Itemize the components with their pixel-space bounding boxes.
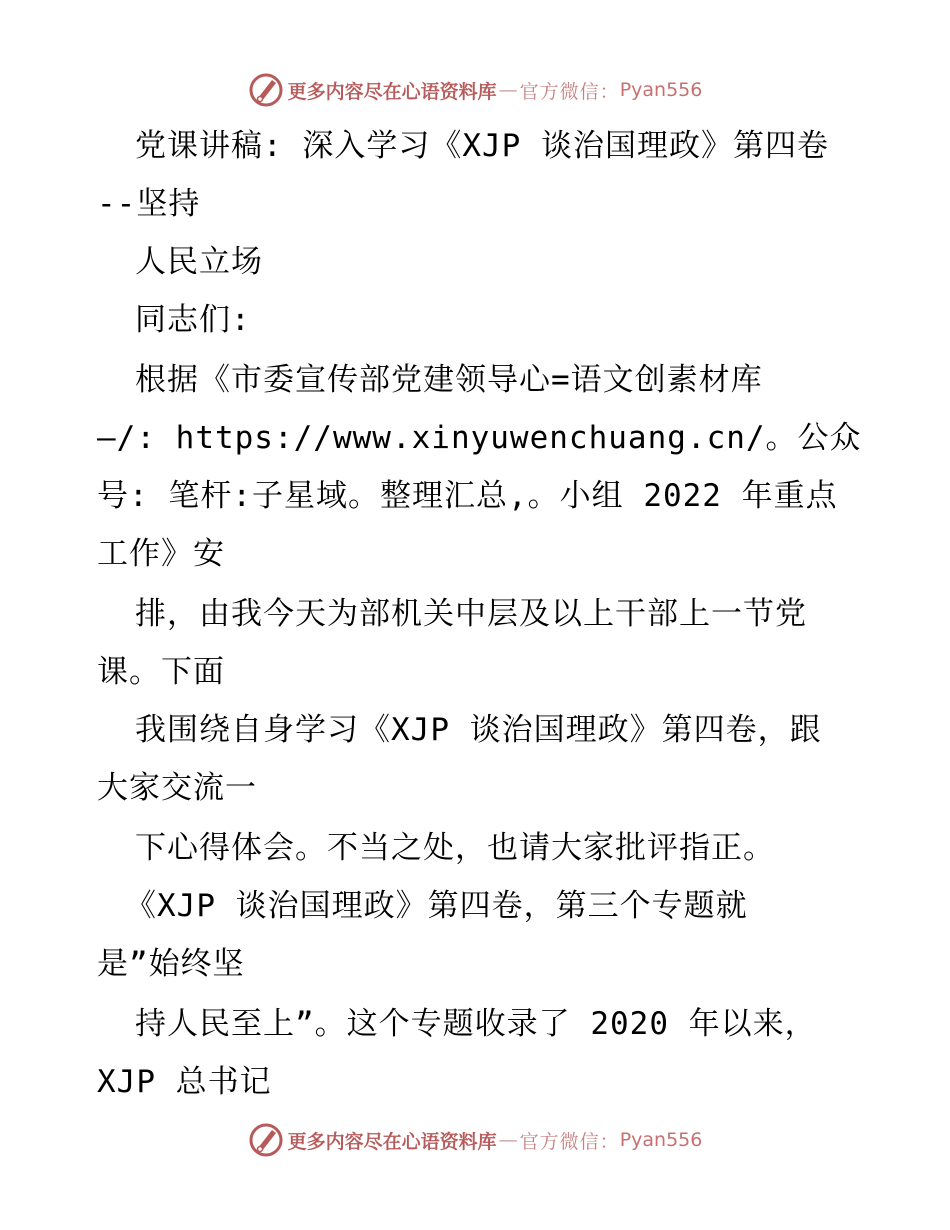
body-line: 是”始终坚 [97,946,245,982]
body-line: 人民立场 [135,244,263,280]
body-line: 排，由我今天为部机关中层及以上干部上一节党 [135,596,807,632]
watermark-separator: — [498,1129,518,1151]
body-line: 我围绕自身学习《XJP 谈治国理政》第四卷，跟 [135,712,822,748]
body-line: 根据《市委宣传部党建领导心=语文创素材库 [135,362,763,398]
pen-logo-icon [248,72,284,108]
body-line: —/: https://www.xinyuwenchuang.cn/。公众 [97,420,862,456]
body-line: 号: 笔杆:子星域。整理汇总,。小组 2022 年重点 [97,478,838,514]
watermark-separator: — [498,79,518,101]
body-line: 课。下面 [97,654,225,690]
footer-watermark [0,1120,950,1160]
watermark-account: Pyan556 [619,79,703,101]
body-line: XJP 总书记 [97,1064,272,1100]
body-line: --坚持 [97,186,201,222]
watermark-main-text: 更多内容尽在心语资料库 [287,80,497,103]
body-line: 工作》安 [97,536,225,572]
body-line: 《XJP 谈治国理政》第四卷，第三个专题就 [125,888,748,924]
body-line: 党课讲稿: 深入学习《XJP 谈治国理政》第四卷 [135,128,829,164]
watermark-main-text: 更多内容尽在心语资料库 [287,1130,497,1153]
watermark-sub-text: 官方微信： [519,1130,620,1153]
body-line: 大家交流一 [97,770,257,806]
pen-logo-icon [248,1122,284,1158]
header-watermark [0,70,950,110]
watermark-account: Pyan556 [619,1129,703,1151]
body-line: 持人民至上”。这个专题收录了 2020 年以来， [135,1006,817,1042]
body-line: 下心得体会。不当之处，也请大家批评指正。 [135,830,775,866]
watermark-sub-text: 官方微信： [519,80,620,103]
body-line: 同志们: [135,302,251,338]
